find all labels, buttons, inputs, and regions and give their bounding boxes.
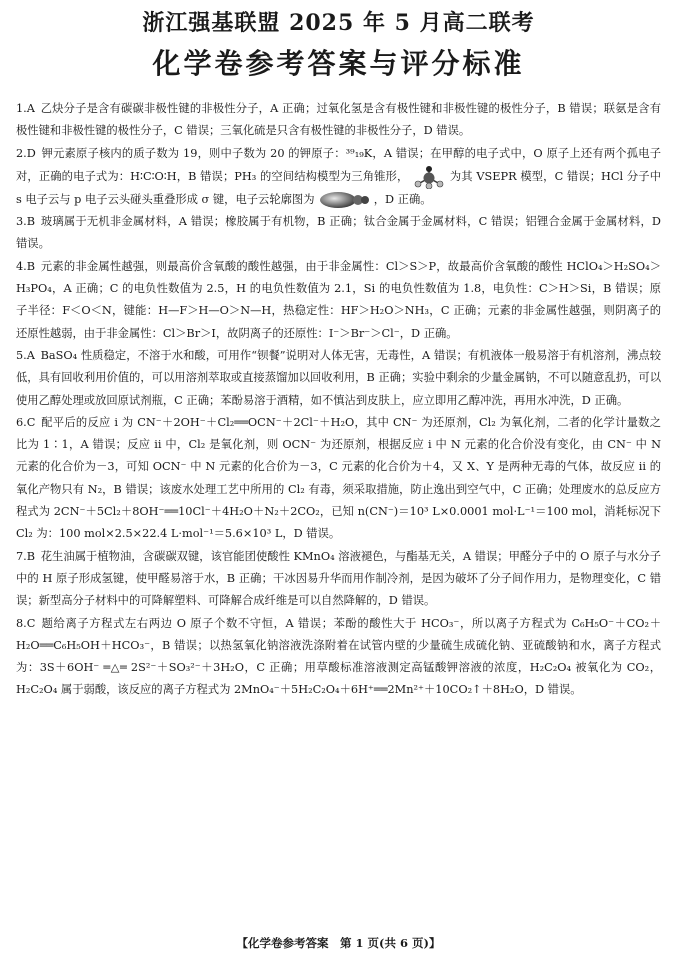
answer-item-7 [16, 546, 661, 613]
answer-item-1 [16, 98, 661, 143]
answer-number: 7.B [16, 549, 36, 563]
answer-text: 乙炔分子是含有碳碳非极性键的非极性分子，A 正确；过氧化氢是含有极性键和非极性键的极性分子，B 错误；联氨是含有极性键和非极性键的极性分子，C 错误；三氧化硫是只含有极性键的非极性分子，D 错误。 [16, 102, 661, 138]
answer-text: 钾元素原子核内的质子数为 19，则中子数为 20 的钾原子：³⁹₁₉K，A 错误；在甲醇的电子式中，O 原子上还有两个孤电子对，正确的电子式为：H∶C∶O∶H，B 错误；PH₃ 的空间结构模型为三角锥形， [16, 146, 661, 183]
answer-text: 花生油属于植物油，含碳碳双键，该官能团使酸性 KMnO₄ 溶液褪色，与酯基无关，A 错误；甲醛分子中的 O 原子与水分子中的 H 原子形成氢键，使甲醛易溶于水，B 正确；干冰因易升华而用作制冷剂，是因为破坏了分子间作用力，是物理变化，C 错误；新型高分子材料中的可降解塑料、可降解合成纤维是可以自然降解的，D 错误。 [16, 549, 661, 608]
hcl-electron-cloud-image [318, 191, 370, 209]
answer-text: ，D 正确。 [373, 192, 432, 206]
answer-text: BaSO₄ 性质稳定，不溶于水和酸，可用作“钡餐”说明对人体无害，无毒性，A 错误；有机液体一般易溶于有机溶剂，沸点较低，具有回收利用价值的，可以用溶剂萃取或直接蒸馏加以回收利用，B 正确；实验中剩余的少量金属钠，不可以随意乱扔，可以使用乙醇处理或放回原试剂瓶，C 正确；苯酚易溶于酒精，如不慎沾到皮肤上，应立即用乙醇冲洗，再用水冲洗，D 正确。 [16, 348, 661, 407]
answer-item-8 [16, 613, 661, 702]
answer-item-4 [16, 256, 661, 345]
answer-text: 为其 VSEPR 模型，C 错误；HCl 分子中 s 电子云与 p 电子云头碰头重叠形成 σ 键，电子云轮廓图为 [16, 169, 661, 206]
answer-item-2 [16, 143, 661, 212]
ph3-vsepr-model-image [412, 165, 446, 189]
answer-number: 2.D [16, 146, 36, 160]
answer-text: 元素的非金属性越强，则最高价含氧酸的酸性越强，由于非金属性：Cl＞S＞P，故最高价含氧酸的酸性 HClO₄＞H₂SO₄＞H₃PO₄，A 正确；C 的电负性数值为 2.5，H 的电负性数值为 2.1，Si 的电负性数值为 1.8，电负性：C＞H＞Si，B 错误；原子半径：F＜O＜N，键能：H—F＞H—O＞N—H，热稳定性：HF＞H₂O＞NH₃，C 正确；元素的非金属性越强，则阴离子的还原性越弱，由于非金属性：Cl＞Br＞I，故阴离子的还原性：I⁻＞Br⁻＞Cl⁻，D 正确。 [16, 259, 661, 340]
answer-list [16, 98, 661, 702]
answer-number: 1.A [16, 102, 35, 115]
answer-item-3 [16, 211, 661, 256]
answer-text: 玻璃属于无机非金属材料，A 错误；橡胶属于有机物，B 正确；钛合金属于金属材料，C 错误；铝锂合金属于金属材料，D 错误。 [16, 215, 661, 251]
answer-number: 6.C [16, 415, 36, 429]
page-title-line1: 浙江强基联盟 2025 年 5 月高二联考 [142, 10, 535, 36]
page-footer: 【化学卷参考答案 第 1 页(共 6 页)】 [236, 936, 441, 950]
answer-item-6 [16, 412, 661, 546]
answer-number: 5.A [16, 348, 35, 362]
answer-text: 配平后的反应 i 为 CN⁻＋2OH⁻＋Cl₂══OCN⁻＋2Cl⁻＋H₂O，其中 CN⁻ 为还原剂，Cl₂ 为氧化剂，二者的化学计量数之比为 1∶1，A 错误；反应 ii 中，Cl₂ 是氧化剂，则 OCN⁻ 为还原剂，根据反应 i 中 N 元素的化合价没有变化，由 CN⁻ 中 N 元素的化合价为－3，可知 OCN⁻ 中 N 元素的化合价为－3，C 元素的化合价为＋4，又 X、Y 是两种无毒的气体，故反应 ii 的氧化产物只有 N₂，B 错误；该废水处理工艺中所用的 Cl₂ 有毒，须采取措施，防止逸出到空气中，C 正确；处理废水的总反应方程式为 2CN⁻＋5Cl₂＋8OH⁻══10Cl⁻＋4H₂O＋N₂＋2CO₂，已知 n(CN⁻)＝10³ L×0.0001 mol·L⁻¹＝100 mol，消耗标况下 Cl₂ 为：100 mol×2.5×22.4 L·mol⁻¹＝5.6×10³ L，D 错误。 [16, 415, 661, 541]
answer-text: 题给离子方程式左右两边 O 原子个数不守恒，A 错误；苯酚的酸性大于 HCO₃⁻，所以离子方程式为 C₆H₅O⁻＋CO₂＋H₂O══C₆H₅OH＋HCO₃⁻，B 错误；以热氢氧化钠溶液洗涤附着在试管内壁的少量硫生成硫化钠、亚硫酸钠和水，离子方程式为：3S＋6OH⁻ ═△═ 2S²⁻＋SO₃²⁻＋3H₂O，C 正确；用草酸标准溶液测定高锰酸钾溶液的浓度，H₂C₂O₄ 被氧化为 CO₂，H₂C₂O₄ 属于弱酸，该反应的离子方程式为 2MnO₄⁻＋5H₂C₂O₄＋6H⁺══2Mn²⁺＋10CO₂↑＋8H₂O，D 错误。 [16, 616, 661, 697]
answer-number: 4.B [16, 259, 36, 273]
answer-item-5 [16, 345, 661, 412]
answer-number: 3.B [16, 215, 36, 229]
answer-number: 8.C [16, 616, 36, 630]
page-title-line2: 化学卷参考答案与评分标准 [152, 47, 525, 80]
